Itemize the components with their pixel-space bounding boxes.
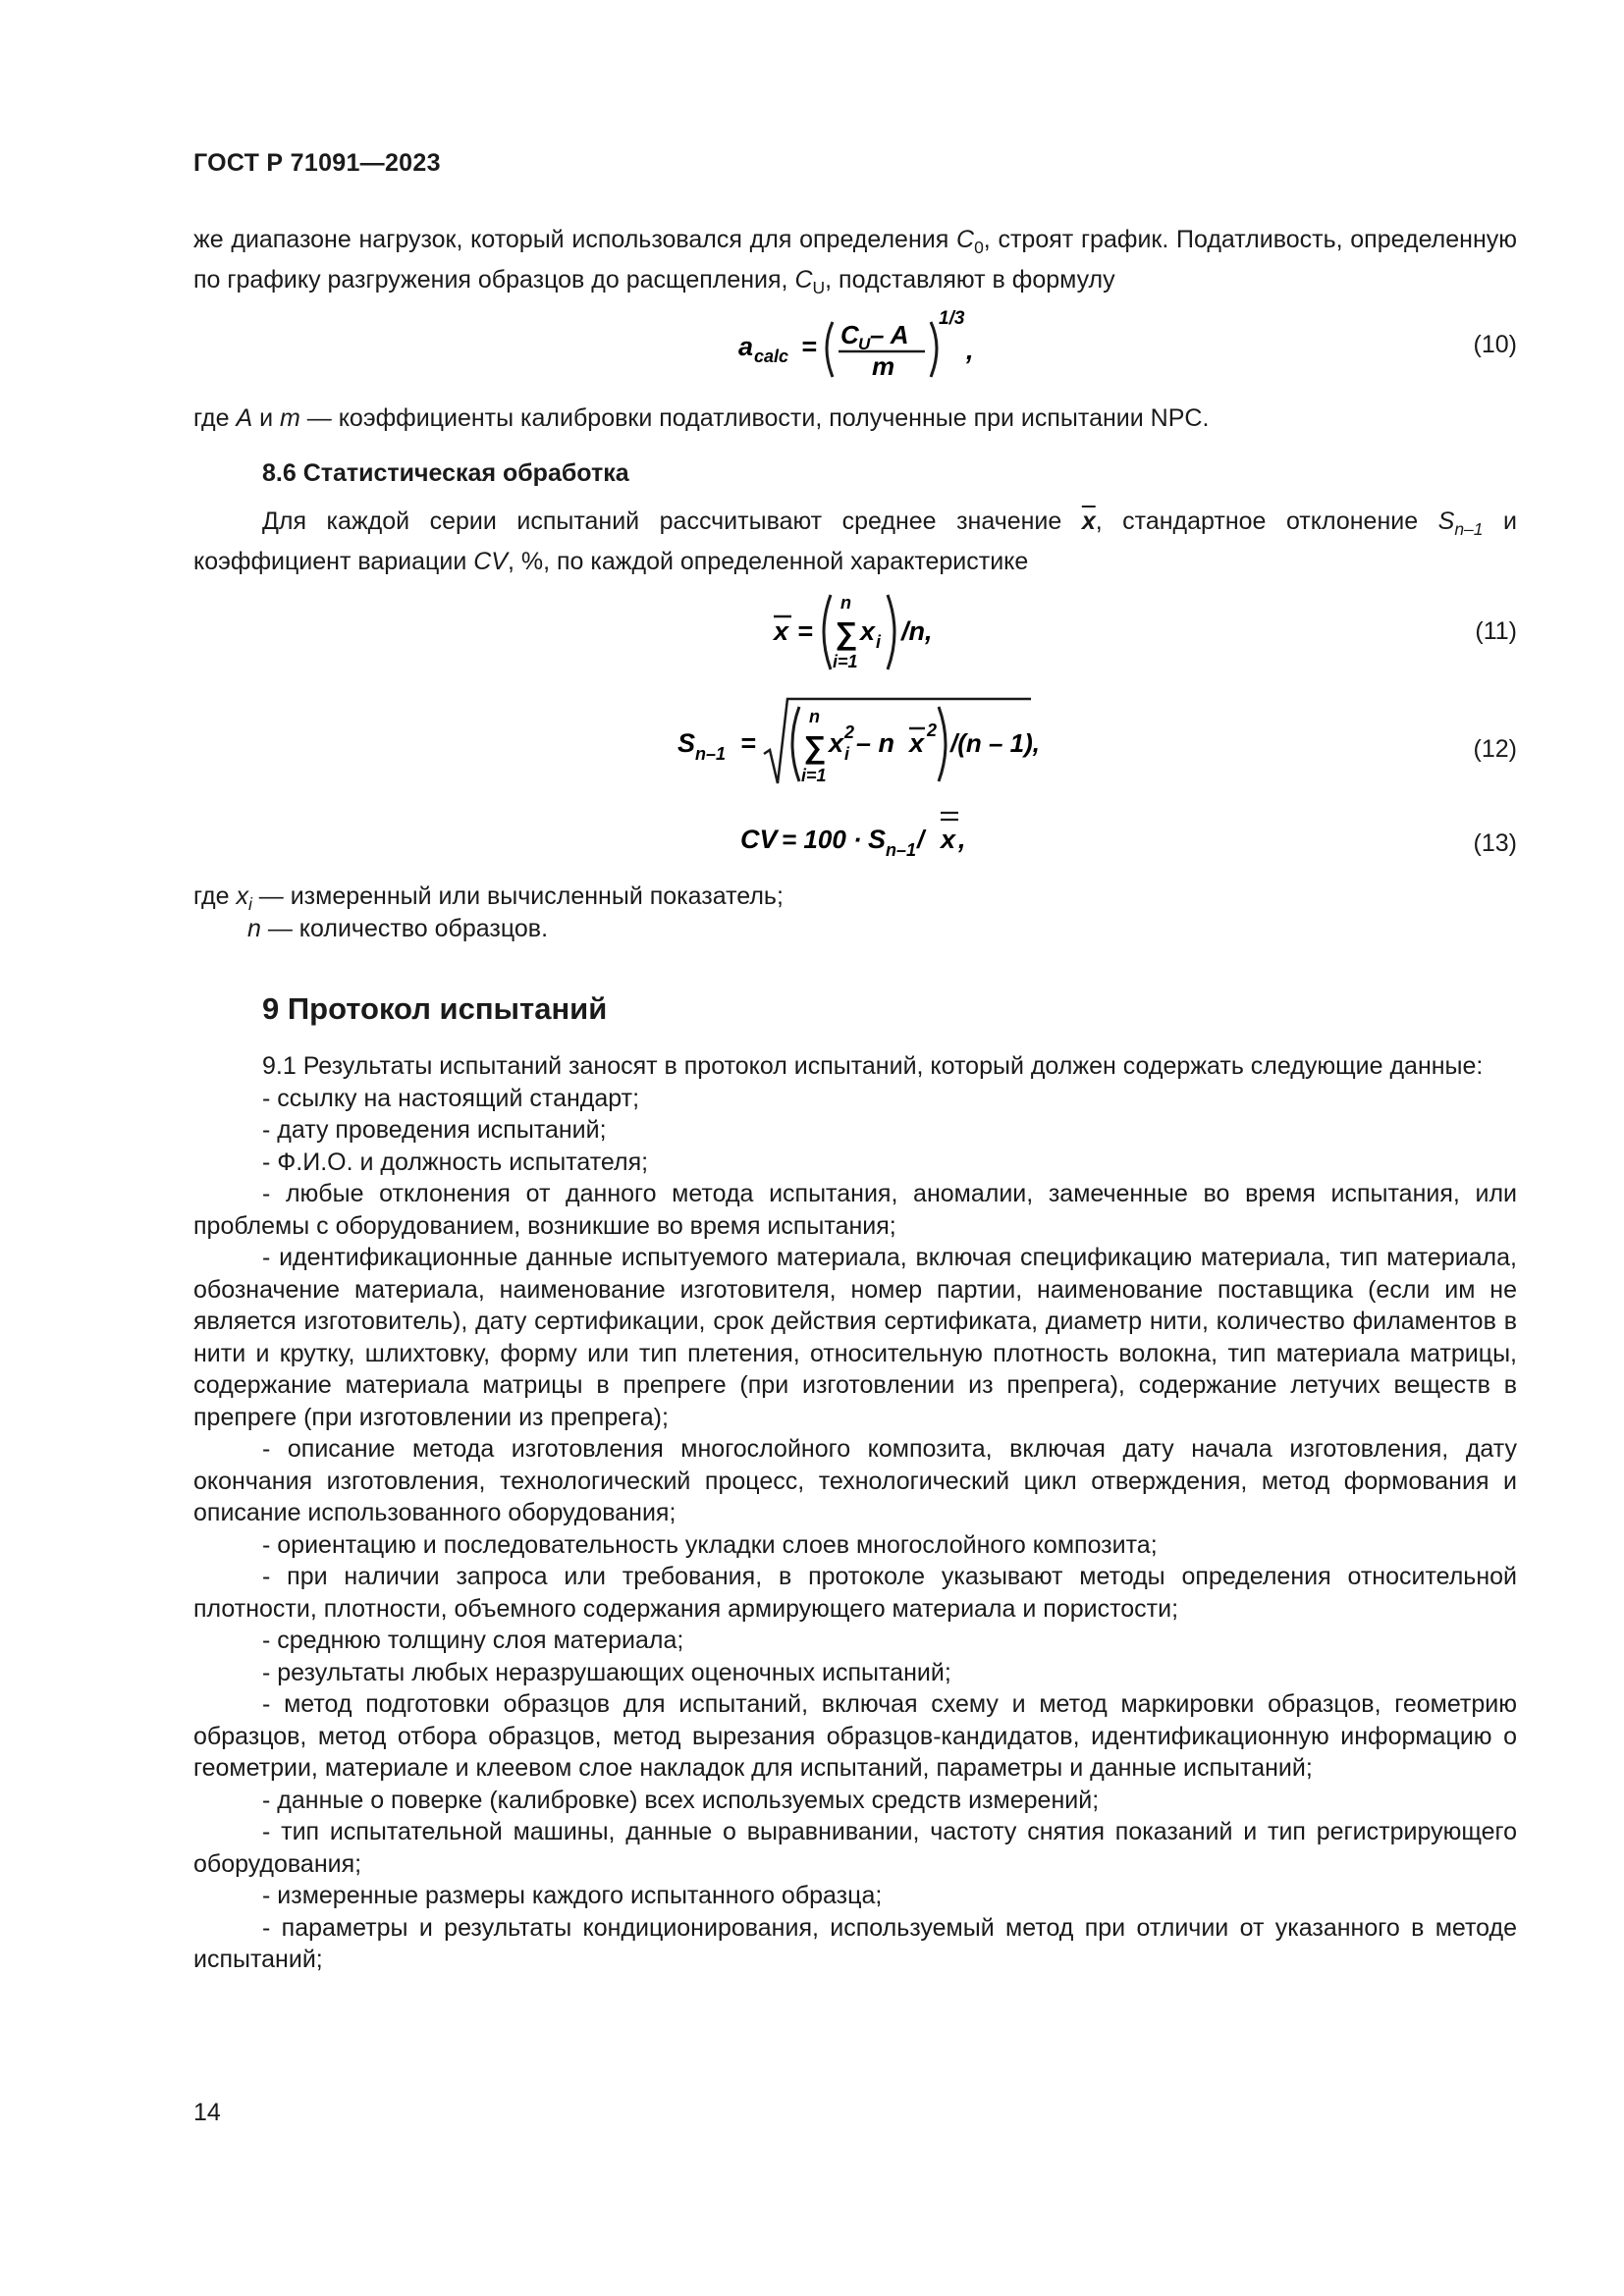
f11-left-paren [824, 595, 831, 669]
list-item: - среднюю толщину слоя материала; [262, 1627, 684, 1654]
formula-11-svg [772, 587, 958, 675]
f13-tail: , [958, 825, 966, 854]
s86-xbar: $\overline{x}$ [1081, 507, 1096, 535]
f12-term-sup: 2 [844, 722, 855, 742]
f10-num-sub: U [858, 335, 871, 353]
formula-10-explanation [193, 402, 1209, 435]
where13-xi: x [236, 882, 248, 910]
list-item: - тип испытательной машины, данные о выравнивании, частоту снятия показаний и тип регистрирующего оборудования; [193, 1818, 1517, 1878]
f13-s: S [868, 825, 887, 854]
f12-right-paren [939, 707, 946, 781]
section-8-6-paragraph [193, 506, 1517, 577]
f11-term: x [860, 616, 876, 646]
c0-subscript: 0 [974, 238, 984, 257]
where10-text: — коэффициенты калибровки податливости, полученные при испытании NPC. [299, 404, 1210, 432]
where13-text-2: — количество образцов. [260, 915, 549, 942]
s86-text-1: Для каждой серии испытаний рассчитывают среднее значение [262, 507, 1082, 535]
f11-lhs: x [774, 616, 789, 646]
f11-sum-top: n [840, 593, 851, 613]
formula-10-svg [738, 308, 994, 387]
f10-power: 1/3 [939, 308, 965, 329]
f11-term-sub: i [876, 632, 882, 652]
where10-m: m [279, 404, 300, 432]
where13-n: n [247, 915, 261, 942]
equation-number-11: (11) [1475, 617, 1517, 645]
s86-s-sub: n–1 [1454, 519, 1484, 539]
f10-lhs: a [738, 332, 754, 361]
cu-subscript: U [812, 277, 826, 297]
list-item: - описание метода изготовления многослойного композита, включая дату начала изготовления, дату окончания изготовления, технологический процесс, технологический цикл отверждения, метод формования и описание использованного оборудования; [193, 1435, 1517, 1526]
formula-11 [772, 587, 958, 675]
list-item: - измеренные размеры каждого испытанного образца; [262, 1882, 883, 1909]
list-item: - Ф.И.О. и должность испытателя; [262, 1148, 649, 1176]
where10-prefix: где [193, 404, 237, 432]
f12-xbar: x [909, 728, 925, 758]
f11-eq: = [797, 616, 813, 646]
f13-s-sub: n–1 [886, 840, 917, 860]
equation-number-12: (12) [1473, 735, 1517, 763]
list-item: - ссылку на настоящий стандарт; [262, 1084, 640, 1112]
f12-sum-sign: ∑ [803, 729, 826, 765]
list-item: - метод подготовки образцов для испытаний, включая схему и метод маркировки образцов, геометрию образцов, метод отбора образцов, метод вырезания образцов-кандидатов, идентификационную информацию о геометрии, материале и клеевом слое накладок для испытаний, параметры и данные испытаний; [193, 1690, 1517, 1782]
f11-tail: /n, [901, 616, 933, 646]
f12-lhs: S [677, 728, 696, 758]
f10-num-rest: – A [870, 320, 909, 349]
f10-eq: = [801, 332, 817, 361]
c0-symbol: C [956, 226, 975, 253]
f10-tail: , [966, 336, 974, 365]
f11-right-paren [888, 595, 894, 669]
section-9-intro: 9.1 Результаты испытаний заносят в протокол испытаний, который должен содержать следующие данные: [262, 1052, 1484, 1080]
f12-sum-bottom: i=1 [801, 766, 827, 785]
f12-eq: = [740, 728, 756, 758]
s86-cv: CV [473, 547, 508, 575]
equation-number-13: (13) [1473, 829, 1517, 857]
where13-text-1: — измеренный или вычисленный показатель; [251, 882, 784, 910]
s86-s: S [1437, 507, 1455, 535]
f12-lhs-sub: n–1 [695, 744, 727, 764]
f13-eq: = 100 · [782, 825, 862, 854]
list-item: - идентификационные данные испытуемого материала, включая спецификацию материала, тип материала, обозначение материала, наименование изготовителя, номер партии, наименование поставщика (если им не является изготовитель), дату сертификации, срок действия сертификата, диаметр нити, количество филаментов в нити и крутку, шлихтовку, форму или тип плетения, относительную плотность волокна, тип материала матрицы, содержание материала матрицы в препреге (при изготовлении из препрега), содержание летучих веществ в препреге (при изготовлении из препрега); [193, 1244, 1517, 1431]
f11-sum-sign: ∑ [835, 615, 857, 651]
list-item: - при наличии запроса или требования, в протоколе указывают методы определения относительной плотности, плотности, объемного содержания армирующего материала и пористости; [193, 1563, 1517, 1623]
formula-10 [738, 308, 994, 387]
formula-13 [740, 803, 996, 862]
where13-xi-sub: i [247, 894, 252, 914]
where10-a: A [236, 404, 253, 432]
f12-left-paren [792, 707, 799, 781]
f12-tail: /(n – 1), [950, 728, 1041, 758]
intro-text-3: , подставляют в формулу [825, 265, 1115, 294]
f10-lhs-sub: calc [754, 347, 789, 366]
f12-sum-top: n [809, 707, 820, 726]
f10-left-paren [827, 322, 833, 377]
where13-prefix: где [193, 882, 237, 910]
list-item: - данные о поверке (калибровке) всех используемых средств измерений; [262, 1786, 1100, 1814]
list-item: - результаты любых неразрушающих оценочных испытаний; [262, 1658, 951, 1686]
section-9-body [193, 1050, 1517, 1976]
intro-paragraph [193, 224, 1517, 303]
f12-term: x [829, 728, 844, 758]
equation-number-10: (10) [1473, 331, 1517, 358]
section-8-6-heading: 8.6 Статистическая обработка [262, 459, 629, 487]
f12-minus: – n [856, 728, 895, 758]
f13-slash: / [917, 825, 925, 854]
list-item: - ориентацию и последовательность укладки слоев многослойного композита; [262, 1530, 1158, 1559]
formula-12-svg [677, 693, 1041, 791]
cu-symbol: C [794, 265, 813, 294]
list-item: - дату проведения испытаний; [262, 1116, 607, 1144]
formula-12 [677, 693, 1041, 791]
intro-text-1: же диапазоне нагрузок, который использовался для определения [193, 226, 956, 253]
s86-text-2: , стандартное отклонение [1095, 507, 1438, 535]
f10-right-paren [931, 322, 937, 377]
f10-den: m [872, 351, 895, 381]
f11-sum-bottom: i=1 [833, 652, 858, 671]
f13-lhs: CV [740, 825, 778, 854]
document-code-header: ГОСТ Р 71091—2023 [193, 149, 441, 177]
list-item: - параметры и результаты кондиционирования, используемый метод при отличии от указанного в методе испытаний; [193, 1913, 1517, 1973]
formula-13-svg [740, 803, 996, 862]
s86-text-4: , %, по каждой определенной характеристике [507, 547, 1029, 575]
formula-13-explanation-2 [247, 913, 548, 945]
section-9-heading: 9 Протокол испытаний [262, 991, 608, 1026]
list-item: - любые отклонения от данного метода испытания, аномалии, замеченные во время испытания, или проблемы с оборудованием, возникшие во время испытания; [193, 1180, 1517, 1240]
f10-num-c: C [840, 320, 859, 349]
where10-and: и [252, 404, 280, 432]
f12-term-sub: i [844, 744, 850, 764]
f12-xbar-sup: 2 [927, 721, 938, 740]
intro-text-2: , строят график. Податливость, определенную по графику разгружения образцов до расщепления, [193, 226, 1517, 294]
page-number: 14 [193, 2099, 221, 2126]
s86-text-3: и коэффициент вариации [193, 507, 1517, 575]
f13-xbar: x [941, 825, 956, 854]
